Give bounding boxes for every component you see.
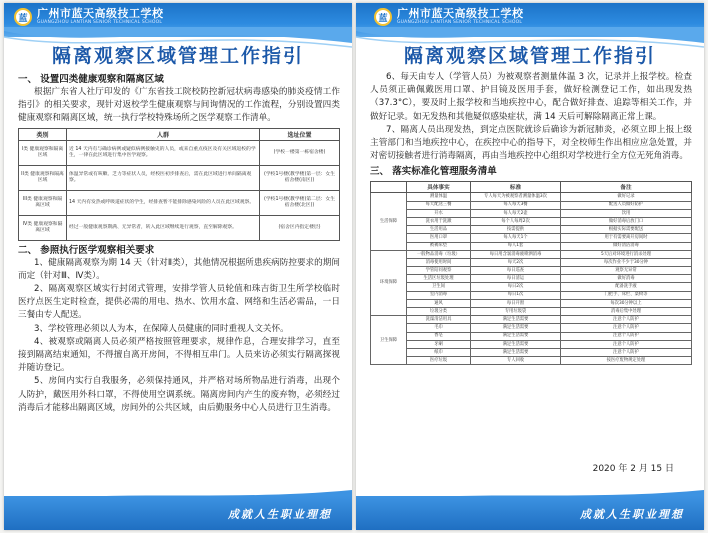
- table-cell: 牙刷: [407, 340, 471, 348]
- school-slogan: 成就人生职业理想: [580, 508, 684, 521]
- table-cell: 饮用: [561, 209, 692, 217]
- table-cell: 每天2次: [471, 258, 561, 266]
- svc-header: [371, 182, 407, 193]
- table-cell: 满足生活需要: [471, 324, 561, 332]
- table-row: [371, 234, 692, 242]
- svc-header: 备注: [561, 182, 692, 193]
- table-cell: 每日2次: [471, 283, 561, 291]
- table-cell: II类 健康观察和隔离区域: [19, 165, 67, 190]
- svc-header: 具体事实: [407, 182, 471, 193]
- table-cell: 生活用品: [407, 226, 471, 234]
- table-cell: 每人每天3餐: [471, 201, 561, 209]
- table-row: [371, 258, 692, 266]
- table-cell: 注意个人防护: [561, 340, 692, 348]
- table-cell: 室内消毒: [407, 291, 471, 299]
- table-row: [371, 242, 692, 250]
- table-cell: 卫生间: [407, 283, 471, 291]
- table-cell: 一般物品消毒（垃圾）: [407, 250, 471, 258]
- table-cell: 用于有需要离开房间时: [561, 234, 692, 242]
- table-row: [371, 316, 692, 324]
- table-cell: 每日清运: [471, 275, 561, 283]
- table-cell: 14 天内有发热或呼吸道症状的学生，经排查暂不能排除感染风险的人员在此区域观察。: [67, 190, 260, 215]
- table-cell: 每次30分钟以上: [561, 299, 692, 307]
- list-item: 4、被观察或隔离人员必须严格按照管理要求，规律作息，合理安排学习，直至接到隔离结束通知，不得擅自离开房间，不得相互串门。人员来访必须实行隔离探视并随访登记。: [18, 336, 340, 374]
- table-cell: 每日用含氯消毒液喷洒消毒: [471, 250, 561, 258]
- section-heading-2: 二、 参照执行医学观察相关要求: [18, 244, 155, 256]
- table-cell: (宿舍区内指定楼层): [260, 215, 340, 240]
- table-cell: I类 健康观察和隔离区域: [19, 140, 67, 165]
- section-1-paragraph: 根据广东省人社厅印发的《广东省技工院校防控新冠状病毒感染的肺炎疫情工作指引》的相关要求，现针对返校学生健康观察与间询情况的工作流程，分别设置四类健康观察和隔离区域，统一执行学校特殊场所之医学观察工作清单。: [18, 87, 340, 124]
- table-cell: 注意个人防护: [561, 316, 692, 324]
- list-item: 7、隔离人员出现发热，到定点医院就诊后确诊为新冠肺炎，必须立即上报上级主管部门和当地疾控中心，在疾控中心的指导下，对全校师生作出相应应急处置，并对密切接触者进行消毒隔离，再由当地疾控中心组织对学校进行全方位无死角消毒。: [370, 124, 692, 162]
- table-cell: 满足生活需要: [471, 348, 561, 356]
- table-cell: 垃圾分类: [407, 308, 471, 316]
- table-cell: 开水: [407, 209, 471, 217]
- svc-header: 标准: [471, 182, 561, 193]
- document-date: 2020 年 2 月 15 日: [592, 464, 674, 474]
- table-cell: 每日巡查: [471, 267, 561, 275]
- table-row: [19, 165, 340, 190]
- table-cell: 纸巾: [407, 348, 471, 356]
- table-cell: 洗衣用于洗漱: [407, 217, 471, 225]
- svc-group-label: 生活保障: [371, 193, 407, 250]
- table-cell: 满足生活需要: [471, 316, 561, 324]
- table-cell: 消毒使用时间: [407, 258, 471, 266]
- table-row: [371, 226, 692, 234]
- school-name: 广州市蓝天高级技工学校: [397, 7, 524, 20]
- table-row: [371, 209, 692, 217]
- school-logo-block: [14, 8, 164, 26]
- table-row: [371, 332, 692, 340]
- page-title: 隔离观察区域管理工作指引: [403, 45, 656, 67]
- table-row: [371, 348, 692, 356]
- table-row: [19, 190, 340, 215]
- table-cell: 满足生活需要: [471, 340, 561, 348]
- table-row: [371, 201, 692, 209]
- school-slogan: 成就人生职业理想: [228, 508, 332, 521]
- svc-group-label: 卫生保障: [371, 316, 407, 365]
- table-header-category: 类别: [19, 128, 67, 140]
- table-cell: 专人回收: [471, 357, 561, 365]
- table-cell: (学校1号楼(教学楼)第二层：女生宿舍楼(北区)): [260, 190, 340, 215]
- table-cell: 按需提供: [471, 226, 561, 234]
- table-row: [371, 217, 692, 225]
- poster-left: [4, 3, 352, 530]
- table-cell: 做好消毒: [561, 275, 692, 283]
- table-cell: 医疗垃圾: [407, 357, 471, 365]
- table-cell: 做好清洁消毒: [561, 242, 692, 250]
- table-row: [371, 340, 692, 348]
- section-heading-1: 一、 设置四类健康观察和隔离区域: [18, 74, 164, 85]
- school-logo-block: [374, 8, 524, 26]
- table-cell: 注意个人防护: [561, 332, 692, 340]
- school-name-en: GUANGZHOU LANTIAN SENIOR TECHNICAL SCHOOL: [37, 20, 163, 25]
- table-row: [371, 324, 692, 332]
- table-header-people: 人群: [67, 128, 260, 140]
- table-cell: 5天后对环境进行消杀处理: [561, 250, 692, 258]
- list-item: 6、每天由专人（学管人员）为被观察者测量体温 3 次，记录并上报学校。检查人员须正确佩戴医用口罩、护目镜及医用手套，做好检测登记工作，如出现发热（37.3°C），要及时上报学校和当地疾控中心，配合做好排查、追踪等相关工作，并做好记录。如无发热和其他疑似感染症状，满 14 天后可解除隔离正常上课。: [370, 72, 692, 122]
- school-emblem-icon: 蓝: [374, 8, 392, 26]
- table-row: [371, 283, 692, 291]
- table-cell: 每人每天1个: [471, 234, 561, 242]
- table-row: [19, 215, 340, 240]
- table-cell: 按医疗废物规定处理: [561, 357, 692, 365]
- table-cell: 通风: [407, 299, 471, 307]
- table-cell: 香皂: [407, 332, 471, 340]
- table-cell: 注意个人防护: [561, 324, 692, 332]
- table-cell: IV类 健康观察和隔离区域: [19, 215, 67, 240]
- right-content: [370, 71, 692, 365]
- table-cell: 配送人员做好防护: [561, 201, 692, 209]
- list-item: 1、健康隔离观察为期 14 天（针对Ⅱ类），其他情况根据所患疾病防控要求的期间而定（针对Ⅲ、Ⅳ类）。: [18, 257, 340, 281]
- section-heading-3: 三、 落实标准化管理服务清单: [370, 166, 497, 178]
- table-cell: 根据实际需要配送: [561, 226, 692, 234]
- table-cell: 医用口罩: [407, 234, 471, 242]
- school-name: 广州市蓝天高级技工学校: [37, 7, 164, 20]
- table-cell: 学管陪同观察: [407, 267, 471, 275]
- zone-table: [18, 128, 340, 241]
- table-cell: 体温异常或有咳嗽、乏力等症状人员，经校医初步排查后，需在此区域进行单间隔离观察。: [67, 165, 260, 190]
- table-cell: 生活区垃圾处理: [407, 275, 471, 283]
- table-row: [371, 291, 692, 299]
- table-cell: (学校一楼第一栋宿舍楼): [260, 140, 340, 165]
- school-name-en: GUANGZHOU LANTIAN SENIOR TECHNICAL SCHOOL: [397, 20, 523, 25]
- table-cell: 专用垃圾袋: [471, 308, 561, 316]
- table-cell: 消毒后集中处理: [561, 308, 692, 316]
- table-cell: (学校1号楼(教学楼)第一层：女生宿舍楼(南区)): [260, 165, 340, 190]
- table-cell: 注意个人防护: [561, 348, 692, 356]
- table-cell: 测量体温: [407, 193, 471, 201]
- list-item: 2、隔离观察区域实行封闭式管理，安排学管人员轮值和珠吉街卫生所学校临时医疗点医生定时检查，提供必需的用电、热水、饮用水盒、网络和生活必需品，一日三餐由专人配送。: [18, 284, 340, 321]
- service-table: [370, 181, 692, 365]
- table-row: [19, 140, 340, 165]
- table-cell: 每日开窗: [471, 299, 561, 307]
- table-cell: III类 健康观察和隔离区域: [19, 190, 67, 215]
- table-cell: 近 14 天内有与确诊病例或疑似病例接触史的人员，或来自重点疫区及有关区域返校的学生，一律在此区域进行集中医学观察。: [67, 140, 260, 165]
- left-content: [18, 71, 340, 415]
- service-table-body: [371, 193, 692, 365]
- table-cell: 经过一般健康观察期满、无异常者，转入此区域继续进行观察，直至解除观察。: [67, 215, 260, 240]
- school-emblem-icon: 蓝: [14, 8, 32, 26]
- table-row: [371, 250, 692, 258]
- table-cell: 做好消毒后放门口: [561, 217, 692, 225]
- table-row: [371, 193, 692, 201]
- table-cell: 每个人每周2次: [471, 217, 561, 225]
- table-row: [371, 357, 692, 365]
- table-cell: 每天配送三餐: [407, 201, 471, 209]
- poster-right: [356, 3, 704, 530]
- table-cell: 每次作业不少于30分钟: [561, 258, 692, 266]
- table-header-location: 选址位置: [260, 128, 340, 140]
- table-row: [371, 267, 692, 275]
- svc-group-label: 环境保障: [371, 250, 407, 316]
- table-cell: 满足生活需要: [471, 332, 561, 340]
- table-cell: 每人1套: [471, 242, 561, 250]
- table-cell: 观察无异常: [561, 267, 692, 275]
- table-cell: 配备洗手液: [561, 283, 692, 291]
- list-item: 3、学校管理必须以人为本，在保障人员健康的同时重视人文关怀。: [34, 323, 289, 334]
- page-title: 隔离观察区域管理工作指引: [51, 45, 304, 67]
- table-cell: 毛巾: [407, 324, 471, 332]
- table-row: [371, 308, 692, 316]
- table-cell: 门把手、床栏、桌椅等: [561, 291, 692, 299]
- table-cell: 每人每天2壶: [471, 209, 561, 217]
- table-cell: 每日1次: [471, 291, 561, 299]
- table-cell: 被褥床垫: [407, 242, 471, 250]
- table-cell: 专人每天为被观察者测量体温3次: [471, 193, 561, 201]
- list-item: 5、房间内实行自我服务，必须保持通风，并严格对场所物品进行消毒，出现个人防护，戴医用外科口罩，不得使用空调系统。隔离房间内产生的废弃物，必须经过消毒后才能移出隔离区域，房间外的公共区域，由后勤服务中心人员进行卫生消毒。: [18, 376, 340, 413]
- table-row: [371, 299, 692, 307]
- table-row: [371, 275, 692, 283]
- table-cell: 洗澡清洁用具: [407, 316, 471, 324]
- table-cell: 做好记录: [561, 193, 692, 201]
